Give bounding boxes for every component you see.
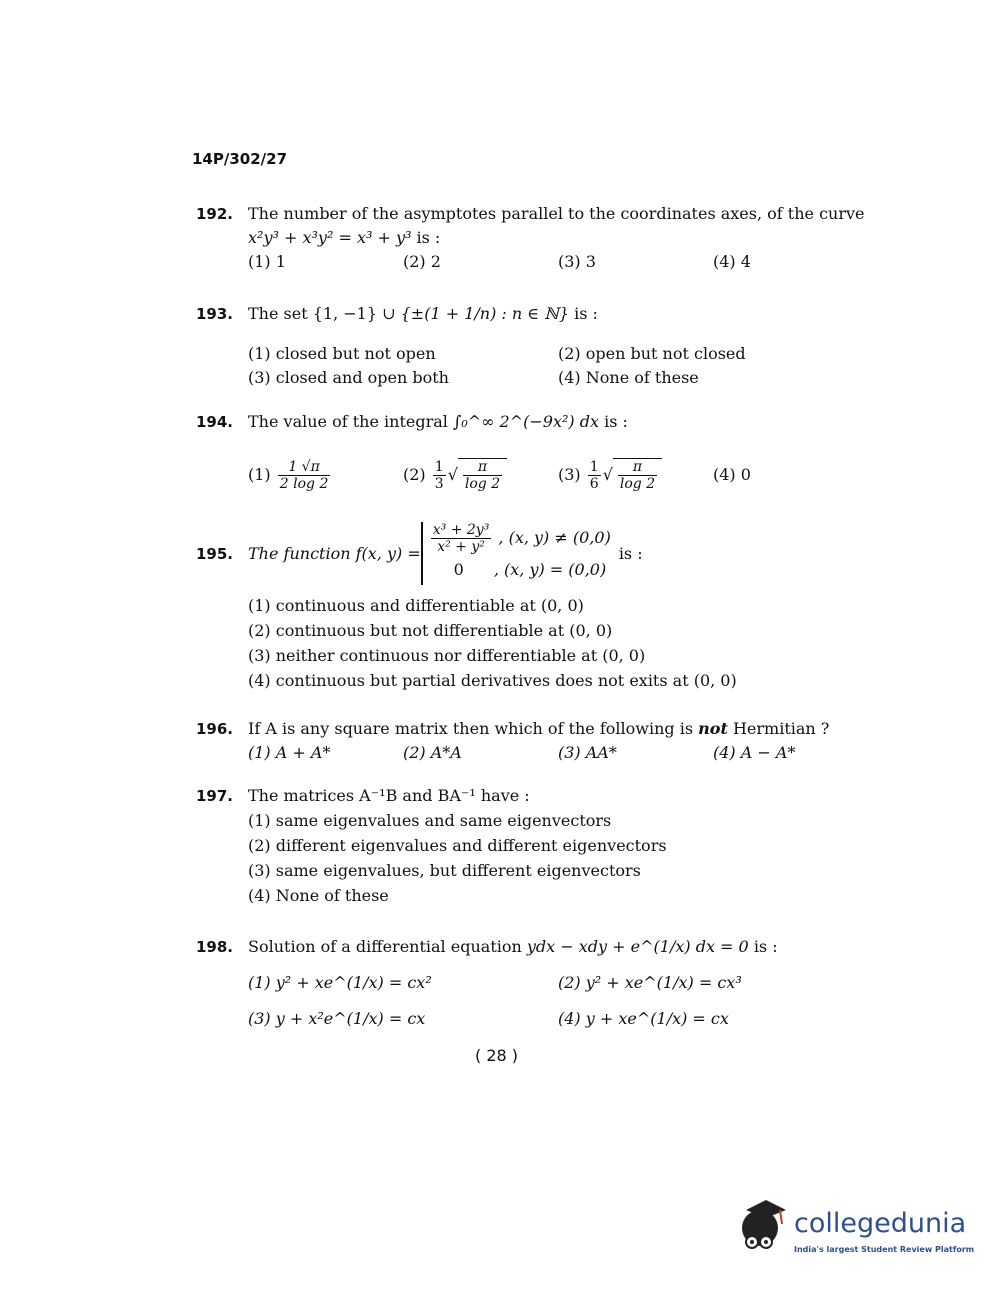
question-expression: {±(1 + 1/n) : n ∈ ℕ} [400, 304, 569, 323]
question-number: 197. [196, 787, 234, 805]
option-4: (4) 0 [713, 465, 751, 484]
question-stem: The number of the asymptotes parallel to the coordinates axes, of the curve [248, 204, 865, 223]
question-expression: ydx − xdy + e^(1/x) dx = 0 [526, 937, 749, 956]
option-4: (4) None of these [248, 886, 389, 905]
question-192 [196, 202, 876, 274]
option-4: (4) 4 [713, 252, 751, 271]
option-3: (3) y + x²e^(1/x) = cx [248, 1009, 426, 1028]
question-194 [196, 410, 876, 492]
brand-name: collegedunia [794, 1208, 967, 1239]
option-3: (3) neither continuous nor differentiable at (0, 0) [248, 646, 646, 665]
question-expression: x²y³ + x³y² = x³ + y³ [248, 228, 412, 247]
question-suffix: is : [604, 412, 628, 431]
option-2: (2) different eigenvalues and different eigenvectors [248, 836, 667, 855]
option-2: (2) continuous but not differentiable at (0, 0) [248, 621, 613, 640]
option-2: (2) $\frac{1}{3}$ √ $\frac{\pi}{\log 2}$ [403, 458, 558, 492]
option-2: (2) A*A [403, 743, 462, 762]
question-number: 194. [196, 413, 234, 431]
option-4: (4) continuous but partial derivatives does not exits at (0, 0) [248, 671, 737, 690]
option-2: (2) 2 [403, 252, 441, 271]
question-number: 193. [196, 305, 234, 323]
question-198 [196, 935, 876, 1031]
brand-tagline: India's largest Student Review Platform [794, 1245, 975, 1254]
option-1: (1) y² + xe^(1/x) = cx² [248, 973, 432, 992]
question-expression: ∫₀^∞ 2^(−9x²) dx [452, 412, 599, 431]
question-193 [196, 302, 876, 390]
option-3: (3) same eigenvalues, but different eigenvectors [248, 861, 641, 880]
question-number: 192. [196, 205, 234, 223]
question-197 [196, 784, 876, 908]
question-suffix: is : [574, 304, 598, 323]
option-1: (1) $\frac{1 √\pi}{2 \log 2}$ [248, 458, 329, 492]
question-196: 196. If A is any square matrix then which of the following is not Hermitian ? (1) A + A* (2) A*A (3) AA* (4) A − A* [196, 717, 876, 765]
option-1: (1) 1 [248, 252, 286, 271]
option-4: (4) A − A* [713, 743, 796, 762]
piecewise-definition: $\frac{\text{x³ + 2y³}}{\text{x² + y²}}$ , (x, y) ≠ (0,0) 0 , (x, y) = (0,0) [421, 522, 611, 585]
question-suffix: is : [618, 543, 643, 563]
option-3: (3) closed and open both [248, 368, 449, 387]
option-4: (4) None of these [558, 368, 699, 387]
option-4: (4) y + xe^(1/x) = cx [558, 1009, 729, 1028]
question-stem: The set {1, −1} ∪ [248, 304, 396, 323]
question-number: 196. [196, 720, 234, 738]
question-stem: The function f(x, y) = [248, 543, 421, 563]
question-number: 198. [196, 938, 234, 956]
option-3: (3) 3 [558, 252, 596, 271]
option-3: (3) AA* [558, 743, 617, 762]
option-3: (3) $\frac{1}{6}$ √ $\frac{\pi}{\log 2}$ [558, 458, 713, 492]
page-number: ( 28 ) [474, 1046, 518, 1065]
option-1: (1) A + A* [248, 743, 331, 762]
question-suffix: is : [753, 937, 778, 956]
option-2: (2) y² + xe^(1/x) = cx³ [558, 973, 742, 992]
question-stem: The value of the integral [248, 412, 448, 431]
question-stem: The matrices A⁻¹B and BA⁻¹ have : [248, 786, 530, 805]
option-1: (1) same eigenvalues and same eigenvectors [248, 811, 612, 830]
question-suffix: is : [416, 228, 441, 247]
option-1: (1) closed but not open [248, 344, 436, 363]
option-2: (2) open but not closed [558, 344, 746, 363]
collegedunia-logo [736, 1198, 976, 1268]
option-1: (1) continuous and differentiable at (0, 0) [248, 596, 584, 615]
paper-code: 14P/302/27 [192, 150, 288, 168]
question-stem: Solution of a differential equation [248, 937, 522, 956]
question-number: 195. [196, 545, 234, 563]
mascot-icon [736, 1198, 792, 1258]
question-195 [196, 522, 876, 693]
